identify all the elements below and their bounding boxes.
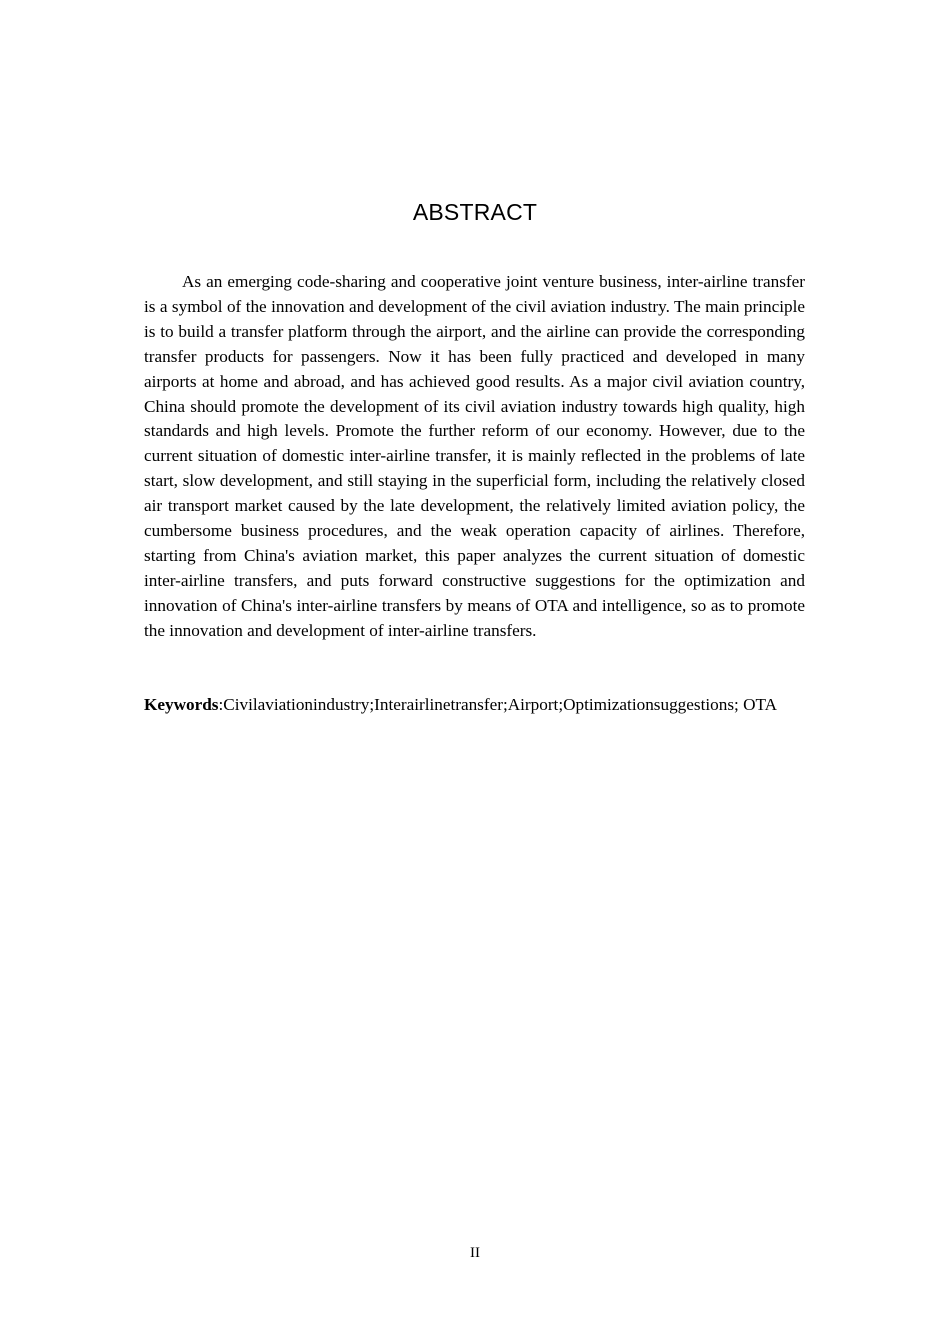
abstract-title: ABSTRACT	[412, 199, 538, 225]
page-number: II	[470, 1245, 480, 1261]
abstract-body: As an emerging code-sharing and cooperative joint venture business, inter-airline transfer is a symbol of the innovation and development of the civil aviation industry. The main principle is to build a transfer platform through the airport, and the airline can provide the corresponding transfer products for passengers. Now it has been fully practiced and developed in many airports at home and abroad, and has achieved good results. As a major civil aviation country, China should promote the development of its civil aviation industry towards high quality, high standards and high levels. Promote the further reform of our economy. However, due to the current situation of domestic inter-airline transfer, it is mainly reflected in the problems of late start, slow development, and still staying in the superficial form, including the relatively closed air transport market caused by the late development, the relatively limited aviation policy, the cumbersome business procedures, and the weak operation capacity of airlines. Therefore, starting from China's aviation market, this paper analyzes the current situation of domestic inter-airline transfers, and puts forward constructive suggestions for the optimization and innovation of China's inter-airline transfers by means of OTA and intelligence, so as to promote the innovation and development of inter-airline transfers.	[144, 272, 805, 640]
keywords-label: Keywords	[144, 695, 219, 714]
keywords-line	[144, 693, 805, 718]
keywords-list: :Civilaviationindustry;Interairlinetransfer;Airport;Optimizationsuggestions; OTA	[218, 695, 778, 714]
